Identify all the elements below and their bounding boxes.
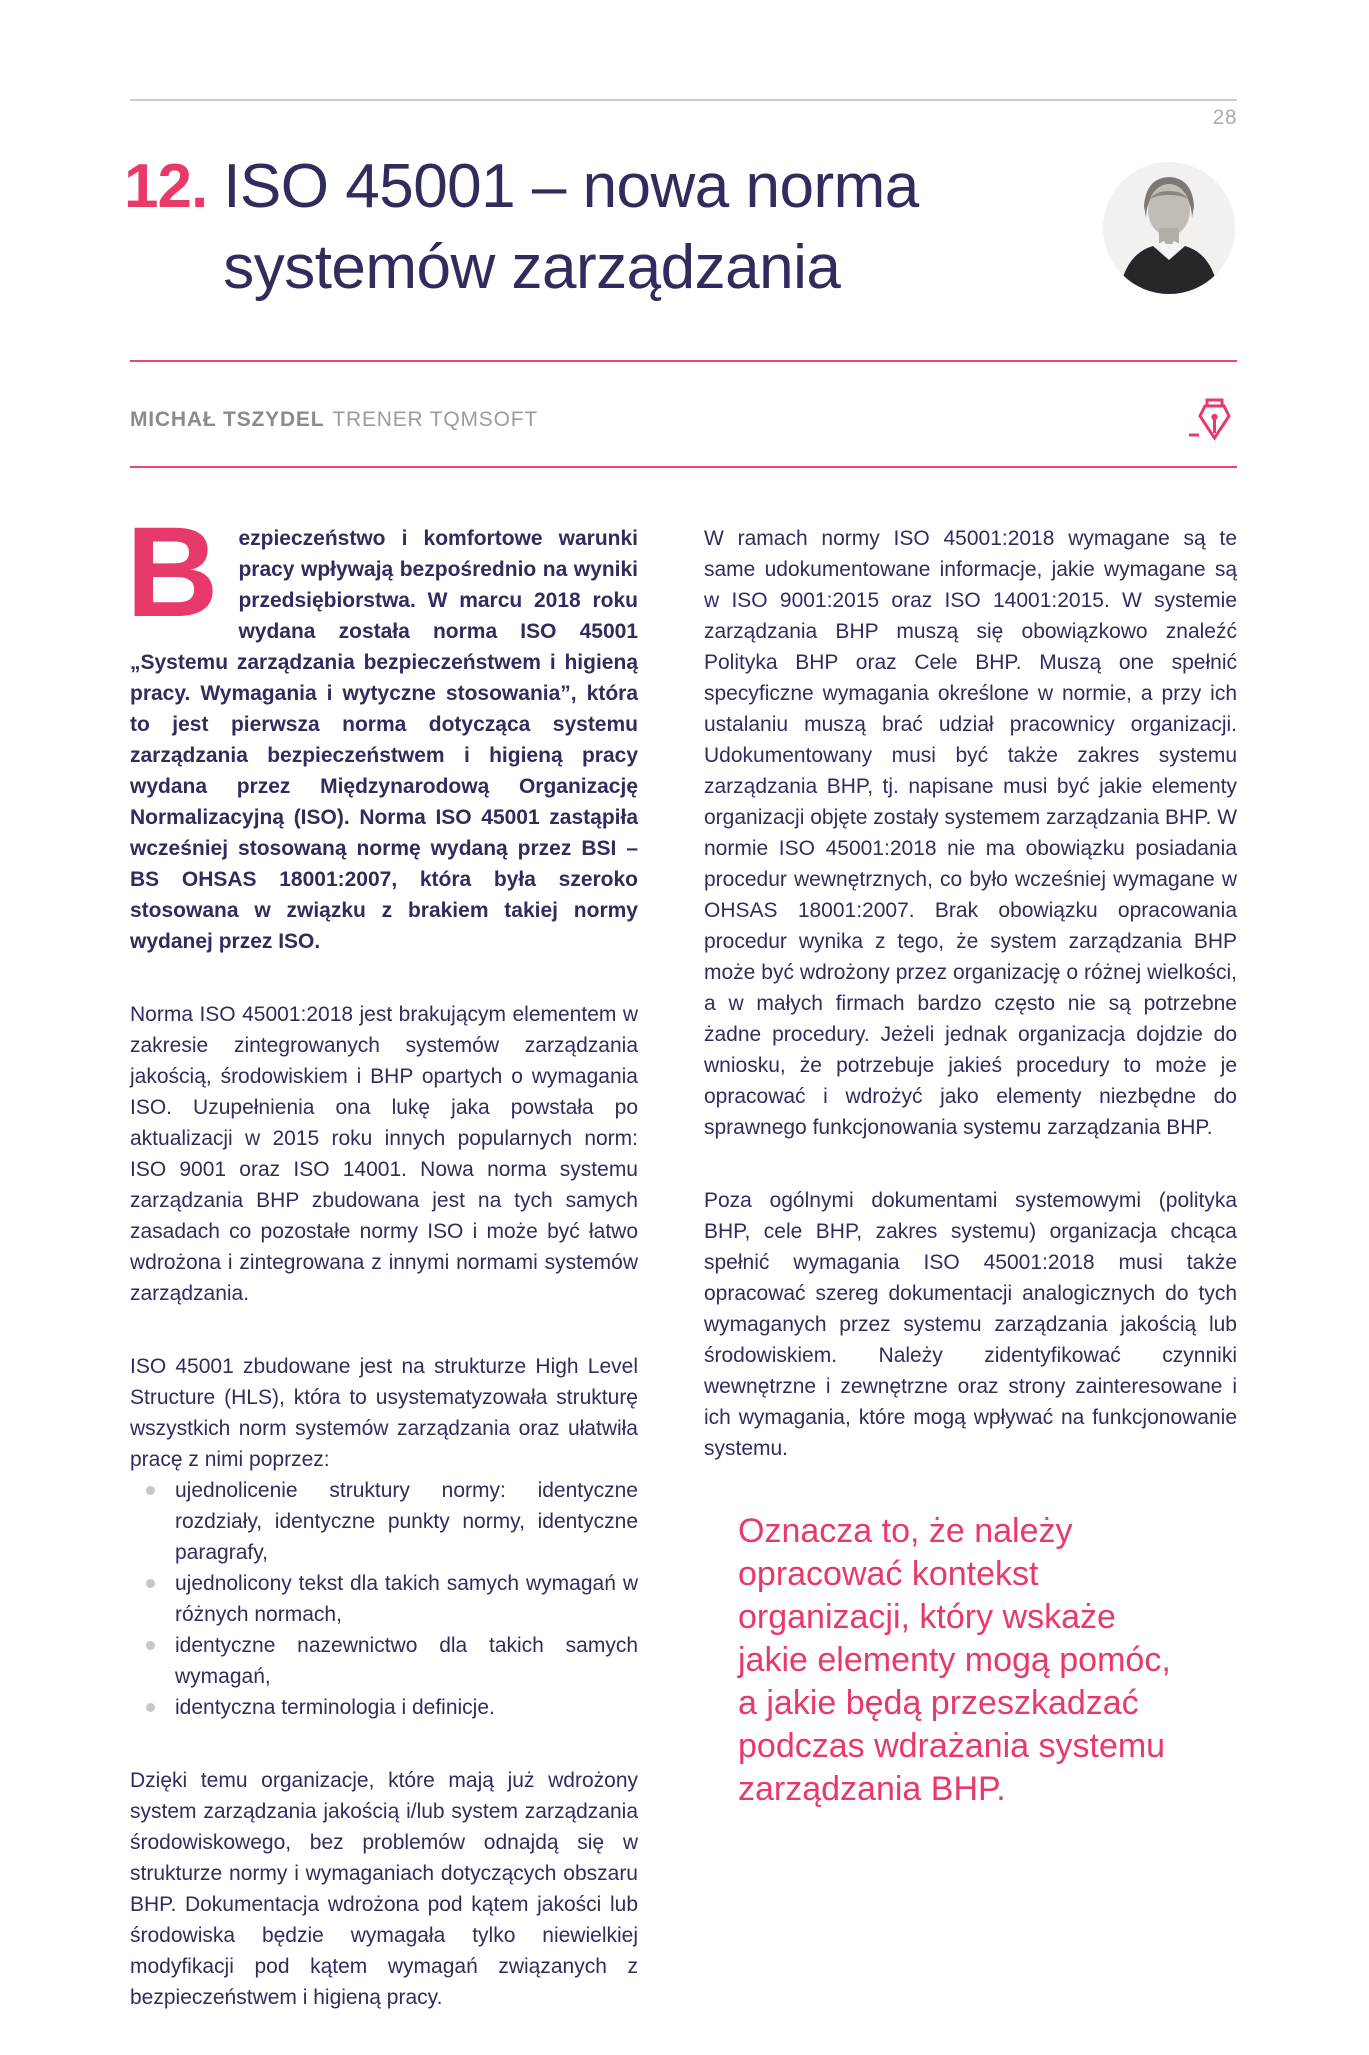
accent-divider-bottom: [130, 466, 1237, 468]
page-number: 28: [1212, 106, 1237, 129]
lead-text: ezpieczeństwo i komfortowe warunki pracy wpływają bezpośrednio na wyniki przedsiębiorstwa. W marcu 2018 roku wydana została norma ISO 45001 „Systemu zarządzania bezpieczeństwem i higieną pracy. Wymagania i wytyczne stosowania”, która to jest pierwsza norma dotycząca systemu zarządzania bezpieczeństwem i higieną pracy wydana przez Międzynarodową Organizację Normalizacyjną (ISO). Norma ISO 45001 zastąpiła wcześniej stosowaną normę wydaną przez BSI – BS OHSAS 18001:2007, która była szeroko stosowana w związku z brakiem takiej normy wydanej przez ISO.: [130, 527, 638, 953]
drop-cap: B: [126, 501, 219, 644]
top-divider: [130, 99, 1237, 101]
accent-divider-top: [130, 360, 1237, 362]
paragraph: Norma ISO 45001:2018 jest brakującym elementem w zakresie zintegrowanych systemów zarządzania jakością, środowiskiem i BHP opartych o wymagania ISO. Uzupełnienia ona lukę jaka powstała po aktualizacji w 2015 roku innych popularnych norm: ISO 9001 oraz ISO 14001. Nowa norma systemu zarządzania BHP zbudowana jest na tych samych zasadach co pozostałe normy ISO i może być łatwo wdrożona i zintegrowana z innymi normami systemów zarządzania.: [130, 1003, 638, 1305]
article-body: [126, 501, 1238, 2055]
list-item: [130, 1568, 638, 1630]
pull-quote: Oznacza to, że należy opracować kontekst organizacji, który wskaże jakie elementy mogą pomóc, a jakie będą przeszkadzać podczas wdrażania systemu zarządzania BHP.: [738, 1512, 1171, 1808]
bullet-icon: [146, 1486, 155, 1495]
column-right: [704, 523, 1237, 2055]
lead-paragraph: [126, 501, 638, 957]
pen-nib-icon: [1187, 397, 1237, 443]
paragraph: ISO 45001 zbudowane jest na strukturze High Level Structure (HLS), która to usystematyzowała strukturę wszystkich norm systemów zarządzania oraz ułatwiła pracę z nimi poprzez:: [130, 1355, 638, 1471]
byline-text: [130, 408, 538, 432]
bullet-icon: [146, 1703, 155, 1712]
page-title: ISO 45001 – nowa norma systemów zarządzania: [223, 152, 919, 302]
list-item-text: ujednolicony tekst dla takich samych wymagań w różnych normach,: [175, 1572, 638, 1626]
list-item: [130, 1692, 638, 1723]
byline: [130, 394, 1237, 446]
column-left: [126, 501, 638, 2055]
chapter-number: 12.: [124, 152, 208, 221]
bullet-icon: [146, 1641, 155, 1650]
paragraph: Poza ogólnymi dokumentami systemowymi (polityka BHP, cele BHP, zakres systemu) organizacja chcąca spełnić wymagania ISO 45001:2018 musi także opracować szereg dokumentacji analogicznych do tych wymaganych przez systemu zarządzania jakością lub środowiskiem. Należy zidentyfikować czynniki wewnętrzne i zewnętrzne oraz strony zainteresowane i ich wymagania, które mogą wpływać na funkcjonowanie systemu.: [704, 1189, 1237, 1460]
list-item-text: identyczna terminologia i definicje.: [175, 1696, 495, 1719]
bullet-icon: [146, 1579, 155, 1588]
list-item: [130, 1630, 638, 1692]
article-header: [124, 146, 1043, 308]
author-avatar: [1103, 162, 1235, 294]
list-item-text: identyczne nazewnictwo dla takich samych wymagań,: [175, 1634, 638, 1688]
list-item: [130, 1475, 638, 1568]
paragraph: Dzięki temu organizacje, które mają już wdrożony system zarządzania jakością i/lub system zarządzania środowiskowego, bez problemów odnajdą się w strukturze normy i wymaganiach dotyczących obszaru BHP. Dokumentacja wdrożona pod kątem jakości lub środowiska będzie wymagała tylko niewielkiej modyfikacji pod kątem wymagań związanych z bezpieczeństwem i higieną pracy.: [130, 1769, 638, 2009]
author-name: MICHAŁ TSZYDEL: [130, 408, 325, 431]
author-role: TRENER TQMSOFT: [332, 408, 539, 431]
list-item-text: ujednolicenie struktury normy: identyczne rozdziały, identyczne punkty normy, identyczne paragrafy,: [175, 1479, 638, 1564]
hls-bullet-list: [130, 1475, 638, 1723]
person-photo-icon: [1103, 162, 1235, 294]
paragraph: W ramach normy ISO 45001:2018 wymagane są te same udokumentowane informacje, jakie wymagane są w ISO 9001:2015 oraz ISO 14001:2015. W systemie zarządzania BHP muszą się obowiązkowo znaleźć Polityka BHP oraz Cele BHP. Muszą one spełnić specyficzne wymagania określone w normie, a przy ich ustalaniu muszą brać udział pracownicy organizacji. Udokumentowany musi być także zakres systemu zarządzania BHP, tj. napisane musi być jakie elementy organizacji objęte zostały systemem zarządzania BHP. W normie ISO 45001:2018 nie ma obowiązku posiadania procedur wewnętrznych, co było wcześniej wymagane w OHSAS 18001:2007. Brak obowiązku opracowania procedur wynika z tego, że system zarządzania BHP może być wdrożony przez organizację o różnej wielkości, a w małych firmach bardzo często nie są potrzebne żadne procedury. Jeżeli jednak organizacja dojdzie do wniosku, że potrzebuje jakieś procedury to może je opracować i wdrożyć jako elementy niezbędne do sprawnego funkcjonowania systemu zarządzania BHP.: [704, 527, 1238, 1139]
